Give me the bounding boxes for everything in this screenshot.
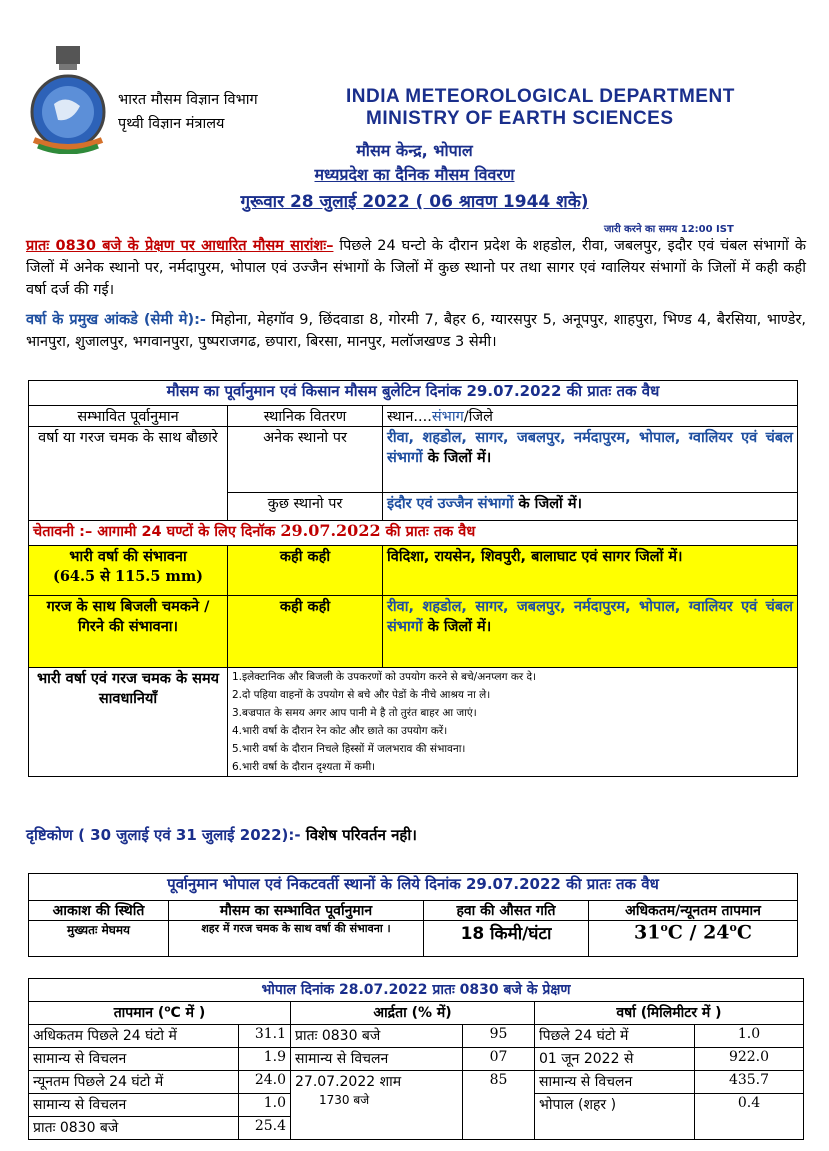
- rain-places-many-text: रीवा, शहडोल, सागर, जबलपुर, नर्मदापुरम, भोपाल, ग्वालियर एवं चंबल संभागों: [387, 430, 793, 466]
- obs-rain-label: पिछले 24 घंटो में: [535, 1025, 695, 1048]
- issue-time: जारी करने का समय 12:00 IST: [604, 224, 734, 235]
- temp-unit-min: C: [736, 921, 752, 944]
- imd-logo: [26, 44, 110, 154]
- rain-dist-many: अनेक स्थानो पर: [228, 427, 383, 493]
- eng-dept: INDIA METEOROLOGICAL DEPARTMENT: [346, 86, 735, 107]
- hindi-dept: भारत मौसम विज्ञान विभाग: [118, 92, 258, 108]
- obs-rain-label: 01 जून 2022 से: [535, 1048, 695, 1071]
- obs-temp-value: 1.9: [239, 1048, 291, 1071]
- rainfall-label: वर्षा के प्रमुख आंकडे (सेमी मे):-: [26, 312, 206, 328]
- sky-value: मुख्यतः मेघमय: [29, 921, 169, 957]
- precaution-item: 2.दो पहिया वाहनों के उपयोग से बचे और पेडों के नीचे आश्रय ना ले।: [232, 689, 491, 701]
- forecast-table: [28, 380, 798, 777]
- obs-hum-evening-time: 1730 बजे: [319, 1093, 370, 1107]
- temp-value: 31$^o$C / 24$^o$C: [589, 921, 798, 957]
- thunder-label: गरज के साथ बिजली चमकने / गिरने की संभावना।: [29, 596, 228, 668]
- rain-type: वर्षा या गरज चमक के साथ बौछारे: [29, 427, 228, 521]
- summary-label: प्रातः 0830 बजे के प्रेक्षण पर आधारित मौसम सारांशः–: [26, 238, 334, 254]
- obs-temp-value: 25.4: [239, 1117, 291, 1140]
- summary-text: पिछले 24 घन्टो के दौरान प्रदेश के शहडोल, रीवा, जबलपुर, इदौर एवं चंबल संभागों के जिलों में अनेक स्थानो पर, नर्मदापुरम, भोपाल एवं उज्जैन संभागों के जिलों में कुछ स्थानो पर तथा सागर एवं ग्वालियर संभागों के जिलों में कही कही वर्षा दर्ज की गई।: [26, 238, 806, 298]
- obs-temp-label: प्रातः 0830 बजे: [29, 1117, 239, 1140]
- obs-hum-label: प्रातः 0830 बजे: [291, 1025, 463, 1048]
- warning-c: की प्रातः तक वैध: [380, 524, 476, 540]
- hindi-department-name: [118, 88, 258, 136]
- heavy-rain-label: [29, 546, 228, 596]
- obs-rain-value: 922.0: [695, 1048, 804, 1071]
- obs-temp-value: 1.0: [239, 1094, 291, 1117]
- english-department-name: [346, 86, 735, 130]
- temp-min: 24: [703, 921, 730, 944]
- obs-hum-value: 07: [463, 1048, 535, 1071]
- col-places-b: संभाग: [431, 409, 464, 425]
- col-places-c: /जिले: [463, 409, 494, 425]
- heavy-rain-places: विदिशा, रायसेन, शिवपुरी, बालाघाट एवं सागर जिलों में।: [383, 546, 798, 596]
- heavy-label-text: भारी वर्षा की संभावना: [69, 549, 187, 565]
- outlook: [26, 825, 417, 845]
- precaution-list: [228, 668, 798, 777]
- obs-temp-value: 24.0: [239, 1071, 291, 1094]
- col-forecast-header: सम्भावित पूर्वानुमान: [29, 406, 228, 427]
- obs-hum-value: 85: [463, 1071, 535, 1140]
- forecast-value: शहर में गरज चमक के साथ वर्षा की संभावना ।: [169, 921, 424, 957]
- hindi-ministry: पृथ्वी विज्ञान मंत्रालय: [118, 116, 225, 132]
- precaution-item: 1.इलेक्टानिक और बिजली के उपकरणों को उपयोग करने से बचे/अनप्लग कर दे।: [232, 671, 537, 683]
- obs-rain-value: 435.7: [695, 1071, 804, 1094]
- warning-header: [29, 521, 798, 546]
- thunder-places: [383, 596, 798, 668]
- thunder-dist: कही कही: [228, 596, 383, 668]
- obs-rain-label: सामान्य से विचलन: [535, 1071, 695, 1094]
- forecast-table-title: मौसम का पूर्वानुमान एवं किसान मौसम बुलेटिन दिनांक 29.07.2022 की प्रातः तक वैध: [29, 381, 798, 406]
- obs-hum-evening-label: 27.07.2022 शाम: [295, 1074, 402, 1090]
- temp-header: अधिकतम/न्यूनतम तापमान: [589, 901, 798, 921]
- forecast-header: मौसम का सम्भावित पूर्वानुमान: [169, 901, 424, 921]
- precaution-item: 6.भारी वर्षा के दौरान दृश्यता में कमी।: [232, 761, 376, 773]
- obs-hum-evening: [291, 1071, 463, 1140]
- col-places-header: [383, 406, 798, 427]
- warning-a: चेतावनी :– आगामी 24 घण्टों के लिए दिनॉक: [33, 524, 281, 540]
- bhopal-forecast-title: पूर्वानुमान भोपाल एवं निकटवर्ती स्थानों के लिये दिनांक 29.07.2022 की प्रातः तक वैध: [29, 874, 798, 901]
- sky-header: आकाश की स्थिति: [29, 901, 169, 921]
- col-places-a: स्थान....: [387, 409, 432, 425]
- report-title: मध्यप्रदेश का दैनिक मौसम विवरण: [314, 165, 515, 184]
- weather-summary: [26, 235, 806, 301]
- observation-table: [28, 978, 804, 1140]
- obs-temp-label: अधिकतम पिछले 24 घंटो में: [29, 1025, 239, 1048]
- obs-rain-value: 0.4: [695, 1094, 804, 1140]
- temp-max: 31: [633, 921, 661, 944]
- heavy-range: (64.5 से 115.5 mm): [52, 568, 204, 585]
- wind-header: हवा की औसत गति: [424, 901, 589, 921]
- obs-temp-label: न्यूनतम पिछले 24 घंटो में: [29, 1071, 239, 1094]
- rain-places-some: [383, 493, 798, 521]
- obs-temp-header: तापमान ($^o$C में ): [29, 1002, 291, 1025]
- obs-hum-value: 95: [463, 1025, 535, 1048]
- centre-name: मौसम केन्द्र, भोपाल: [356, 141, 473, 160]
- col-distribution-header: स्थानिक वितरण: [228, 406, 383, 427]
- obs-temp-value: 31.1: [239, 1025, 291, 1048]
- temp-unit-max: C: [667, 921, 683, 944]
- thunder-places-suffix: के जिलों में।: [422, 619, 492, 635]
- precaution-item: 5.भारी वर्षा के दौरान निचले हिस्सों में जलभराव की संभावना।: [232, 743, 466, 755]
- obs-temp-h2: C में ): [170, 1005, 206, 1021]
- outlook-text: विशेष परिवर्तन नही।: [300, 826, 417, 844]
- heavy-rain-dist: कही कही: [228, 546, 383, 596]
- outlook-label: दृष्टिकोण ( 30 जुलाई एवं 31 जुलाई 2022):-: [26, 826, 301, 844]
- rain-places-many: [383, 427, 798, 493]
- eng-ministry: MINISTRY OF EARTH SCIENCES: [366, 108, 674, 129]
- warning-date: 29.07.2022: [280, 521, 381, 540]
- obs-hum-label: सामान्य से विचलन: [291, 1048, 463, 1071]
- bhopal-forecast-table: [28, 873, 798, 957]
- rain-places-many-suffix: के जिलों में।: [422, 450, 492, 466]
- wind-value: 18 किमी/घंटा: [424, 921, 589, 957]
- obs-rain-header: वर्षा (मिलिमीटर में ): [535, 1002, 804, 1025]
- thunder-places-text: रीवा, शहडोल, सागर, जबलपुर, नर्मदापुरम, भोपाल, ग्वालियर एवं चंबल संभागों: [387, 599, 793, 635]
- obs-rain-value: 1.0: [695, 1025, 804, 1048]
- precaution-item: 3.बज्रपात के समय अगर आप पानी मे है तो तुरंत बाहर आ जाएं।: [232, 707, 477, 719]
- precaution-item: 4.भारी वर्षा के दौरान रेन कोट और छाते का उपयोग करें।: [232, 725, 448, 737]
- observation-title: भोपाल दिनांक 28.07.2022 प्रातः 0830 बजे के प्रेक्षण: [29, 979, 804, 1002]
- precaution-label: भारी वर्षा एवं गरज चमक के समय सावधानियॉं: [29, 668, 228, 777]
- obs-temp-h1: तापमान (: [113, 1005, 165, 1021]
- obs-rain-label: भोपाल (शहर ): [535, 1094, 695, 1140]
- report-date: गुरूवार 28 जुलाई 2022 ( 06 श्रावण 1944 शके): [240, 192, 589, 212]
- rain-places-some-text: इंदौर एवं उज्जैन संभागों: [387, 496, 514, 512]
- rainfall-text: मिहोना, मेहगॉव 9, छिंदवाडा 8, गोरमी 7, बैहर 6, ग्यारसपुर 5, अनूपपुर, शाहपुरा, भिण्ड 4, बैरसिया, भाण्डेर, भानपुरा, शुजालपुर, भगवानपुरा, पुष्पराजगढ, छपारा, बिरसा, मानपुर, मलॉजखण्ड 3 सेमी।: [26, 312, 806, 350]
- rain-places-some-suffix: के जिलों में।: [513, 496, 583, 512]
- obs-humidity-header: आर्द्रता (% में): [291, 1002, 535, 1025]
- obs-temp-label: सामान्य से विचलन: [29, 1048, 239, 1071]
- rain-dist-some: कुछ स्थानो पर: [228, 493, 383, 521]
- rainfall-summary: [26, 309, 806, 353]
- obs-temp-label: सामान्य से विचलन: [29, 1094, 239, 1117]
